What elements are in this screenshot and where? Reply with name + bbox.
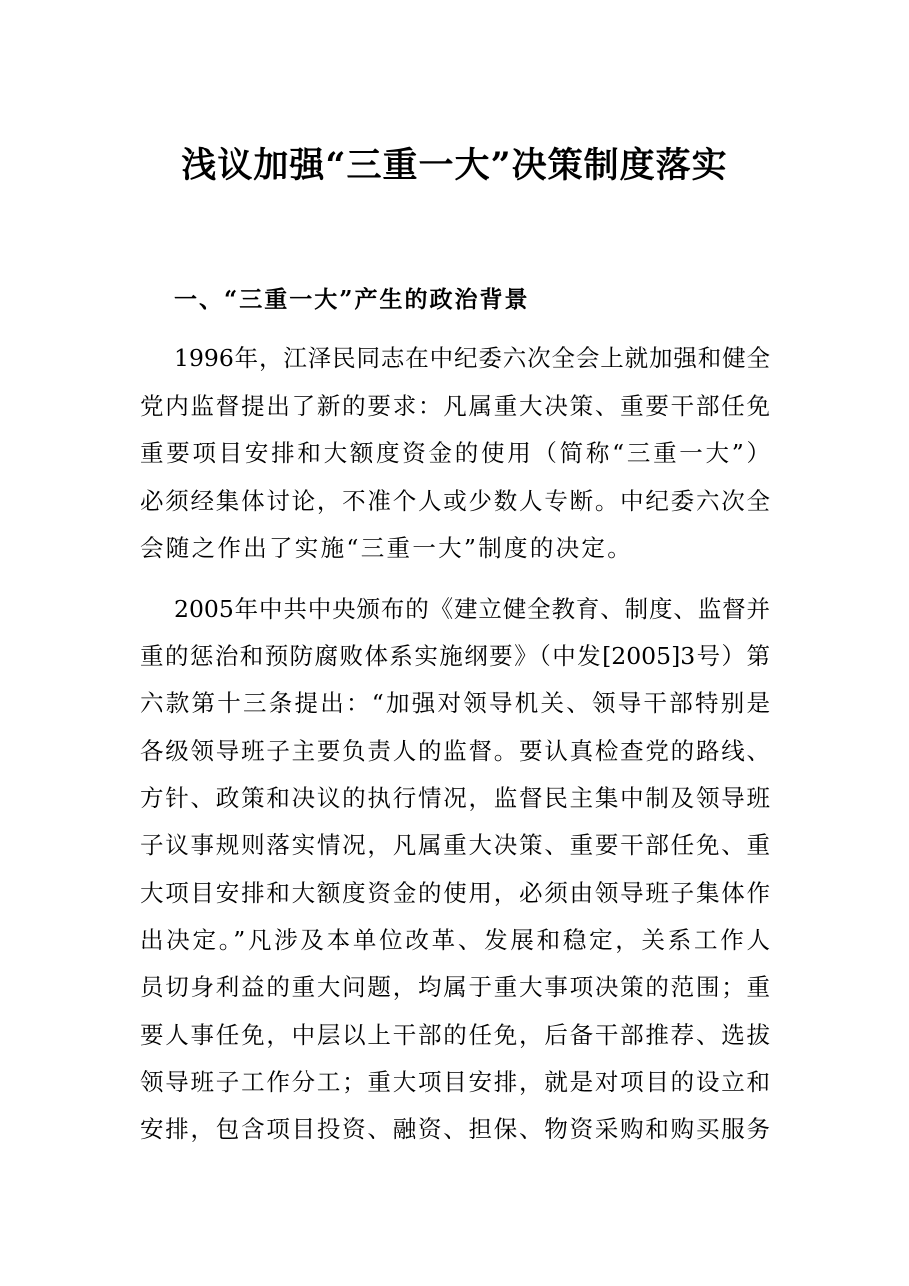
paragraph-line: 六款第十三条提出：“加强对领导机关、领导干部特别是 (140, 689, 770, 717)
paragraph-line: 重的惩治和预防腐败体系实施纲要》（中发[2005]3号）第 (140, 642, 770, 670)
paragraph-line: 1996年，江泽民同志在中纪委六次全会上就加强和健全 (174, 344, 770, 372)
paragraph-line: 必须经集体讨论，不准个人或少数人专断。中纪委六次全 (140, 487, 770, 515)
paragraph-line: 方针、政策和决议的执行情况，监督民主集中制及领导班 (140, 784, 770, 812)
paragraph-line: 安排，包含项目投资、融资、担保、物资采购和购买服务 (140, 1115, 770, 1143)
paragraph-line: 员切身利益的重大问题，均属于重大事项决策的范围；重 (140, 973, 770, 1001)
paragraph-line: 要人事任免，中层以上干部的任免，后备干部推荐、选拔 (140, 1021, 770, 1049)
paragraph-line: 各级领导班子主要负责人的监督。要认真检查党的路线、 (140, 737, 770, 765)
paragraph-line: 党内监督提出了新的要求：凡属重大决策、重要干部任免 (140, 392, 770, 420)
document-title: 浅议加强“三重一大”决策制度落实 (181, 145, 728, 186)
paragraph-line: 领导班子工作分工；重大项目安排，就是对项目的设立和 (140, 1068, 770, 1096)
paragraph-line: 会随之作出了实施“三重一大”制度的决定。 (140, 534, 634, 562)
paragraph-line: 子议事规则落实情况，凡属重大决策、重要干部任免、重 (140, 831, 770, 859)
paragraph-line: 出决定。”凡涉及本单位改革、发展和稳定，关系工作人 (140, 926, 770, 954)
paragraph-line: 2005年中共中央颁布的《建立健全教育、制度、监督并 (174, 595, 770, 623)
section-heading: 一、“三重一大”产生的政治背景 (174, 286, 530, 313)
paragraph-line: 大项目安排和大额度资金的使用，必须由领导班子集体作 (140, 879, 770, 907)
paragraph-line: 重要项目安排和大额度资金的使用（简称“三重一大”） (140, 439, 770, 467)
